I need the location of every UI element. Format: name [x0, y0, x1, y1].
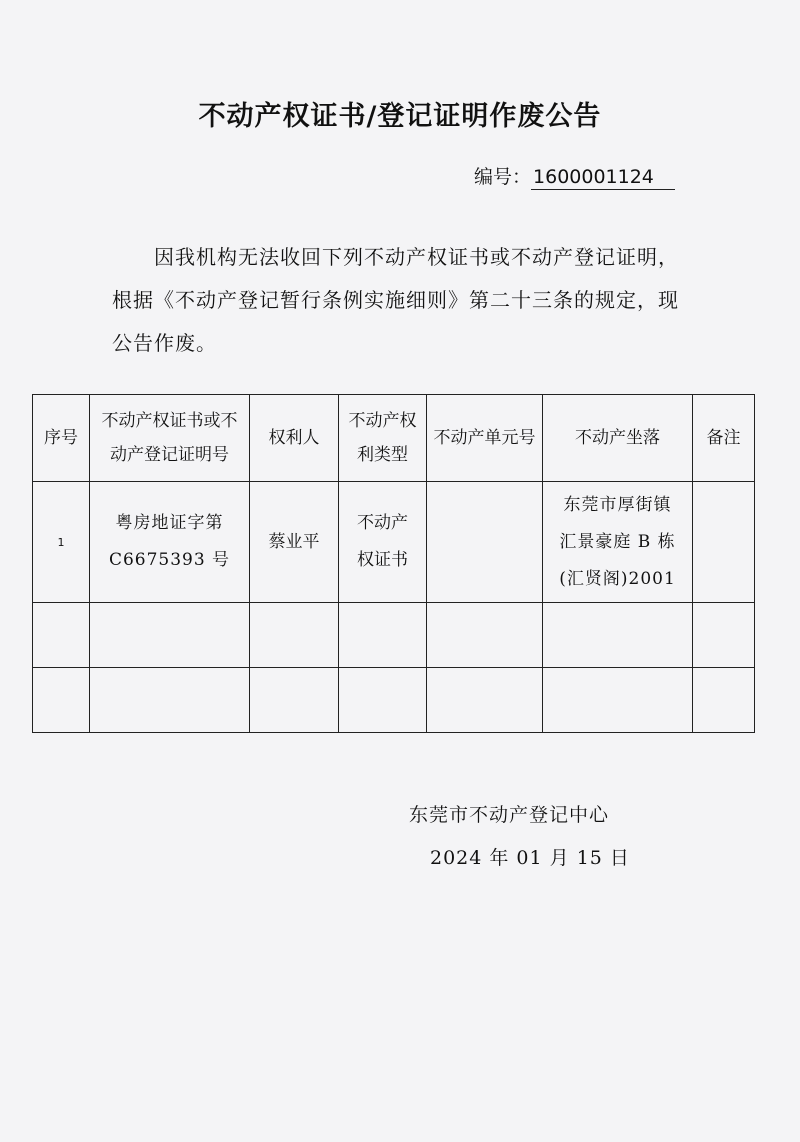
- cell-holder: 蔡业平: [250, 482, 339, 603]
- header-location: 不动产坐落: [543, 395, 693, 482]
- empty-cell: [90, 603, 250, 668]
- cell-location-line2: 汇景豪庭 B 栋: [559, 531, 676, 552]
- record-table: [32, 394, 755, 733]
- empty-cell: [250, 603, 339, 668]
- empty-cell: [543, 668, 693, 733]
- cell-type-line1: 不动产: [357, 513, 408, 533]
- header-type-line2: 利类型: [357, 445, 408, 465]
- empty-cell: [250, 668, 339, 733]
- cell-location-line1: 东莞市厚街镇: [563, 494, 672, 515]
- header-cert-no-line2: 动产登记证明号: [110, 445, 229, 465]
- cell-cert-no: [90, 482, 250, 603]
- header-type-line1: 不动产权: [348, 411, 417, 431]
- serial-label: 编号：: [474, 166, 532, 188]
- header-holder: 权利人: [250, 395, 339, 482]
- cell-cert-no-line1: 粤房地证字第: [115, 513, 224, 533]
- cell-cert-no-line2: C6675393 号: [108, 550, 231, 570]
- empty-cell: [33, 603, 90, 668]
- signature-org: 东莞市不动产登记中心: [409, 804, 610, 826]
- empty-cell: [427, 603, 543, 668]
- empty-cell: [543, 603, 693, 668]
- table-row-empty: [33, 668, 755, 733]
- table-header-row: [33, 395, 755, 482]
- empty-cell: [693, 668, 755, 733]
- table-row: [33, 482, 755, 603]
- header-cert-no-line1: 不动产权证书或不: [101, 411, 238, 431]
- header-cert-no: [90, 395, 250, 482]
- header-seq: 序号: [33, 395, 90, 482]
- cell-remark: [693, 482, 755, 603]
- empty-cell: [90, 668, 250, 733]
- header-remark: 备注: [693, 395, 755, 482]
- header-unit-no: 不动产单元号: [427, 395, 543, 482]
- announcement-body: 因我机构无法收回下列不动产权证书或不动产登记证明，根据《不动产登记暂行条例实施细则》第二十三条的规定，现公告作废。: [112, 245, 679, 355]
- empty-cell: [427, 668, 543, 733]
- cell-seq: 1: [33, 482, 90, 603]
- cell-type-line2: 权证书: [357, 550, 408, 570]
- cell-location: [543, 482, 693, 603]
- empty-cell: [693, 603, 755, 668]
- cell-location-line3: (汇贤阁)2001: [559, 568, 676, 589]
- serial-value: 1600001124: [531, 166, 675, 190]
- empty-cell: [339, 668, 427, 733]
- serial-number: [474, 162, 675, 190]
- empty-cell: [339, 603, 427, 668]
- cell-unit-no: [427, 482, 543, 603]
- cell-type: [339, 482, 427, 603]
- empty-cell: [33, 668, 90, 733]
- header-type: [339, 395, 427, 482]
- page-title: 不动产权证书/登记证明作废公告: [198, 101, 602, 132]
- signature-date: 2024 年 01 月 15 日: [430, 847, 630, 869]
- table-row-empty: [33, 603, 755, 668]
